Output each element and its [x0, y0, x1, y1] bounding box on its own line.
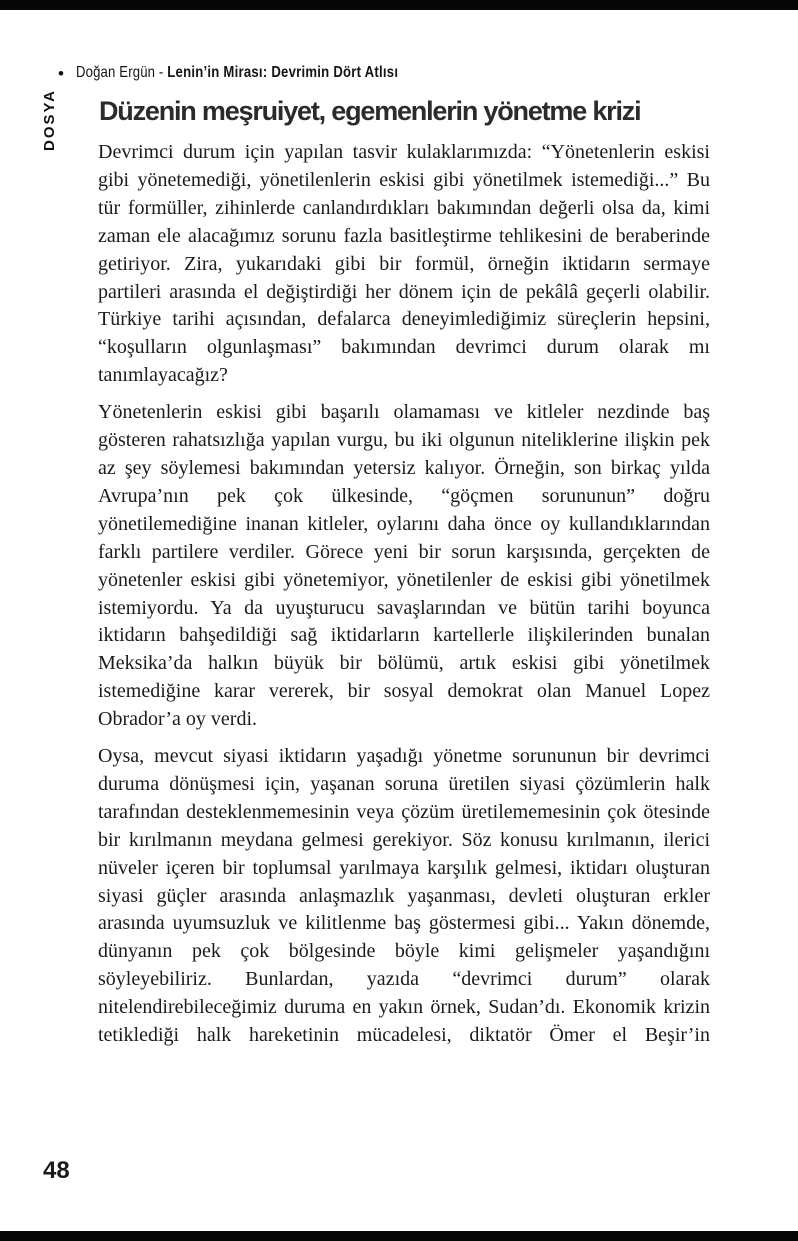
running-header [58, 63, 469, 83]
book-title: Lenin’in Mirası: Devrimin Dört Atlısı [167, 64, 399, 81]
page-number: 48 [43, 1157, 70, 1184]
paragraph-1: Devrimci durum için yapılan tasvir kulaklarımızda: “Yönetenlerin eskisi gibi yönetemediği, yönetilenlerin eskisi gibi yönetilmek istemediği...” Bu tür formüller, zihinlerde canlandırdıkları bakımından değerli olsa da, kimi zaman ele alacağımız sorunu fazla basitleştirme tehlikesini de beraberinde getiriyor. Zira, yukarıdaki gibi bir formül, örneğin iktidarın sermaye partileri arasında el değiştirdiği her dönem için de pekâlâ geçerli olabilir. Türkiye tarihi açısından, defalarca deneyimlediğimiz süreçlerin hepsini, “koşulların olgunlaşması” bakımından devrimci durum olarak mı tanımlayacağız? [98, 141, 710, 387]
article-title: Düzenin meşruiyet, egemenlerin yönetme krizi [99, 96, 641, 126]
section-label-dosya: DOSYA [41, 89, 58, 151]
top-edge-bar [0, 0, 798, 10]
running-header-text [76, 64, 398, 82]
author-name: Doğan Ergün - [75, 64, 168, 81]
article-body [98, 139, 710, 1059]
bullet-icon: • [58, 63, 64, 83]
paragraph-3: Oysa, mevcut siyasi iktidarın yaşadığı yönetme sorununun bir devrimci duruma dönüşmesi için, yaşanan soruna üretilen siyasi çözümlerin halk tarafından desteklenmemesinin veya çözüm üretilememesinin çok ötesinde bir kırılmanın meydana gelmesi gerekiyor. Söz konusu kırılmanın, ilerici nüveler içeren bir toplumsal yarılmaya karşılık gelmesi, iktidarı oluşturan siyasi güçler arasında anlaşmazlık yaşanması, devleti oluşturan erkler arasında uyumsuzluk ve kilitlenme baş göstermesi gibi... Yakın dönemde, dünyanın pek çok bölgesinde böyle kimi gelişmeler yaşandığını söyleyebiliriz. Bunlardan, yazıda “devrimci durum” olarak nitelendirebileceğimiz duruma en yakın örnek, Sudan’dı. Ekonomik krizin tetiklediği halk hareketinin mücadelesi, diktatör Ömer el Beşir’in [98, 745, 710, 1047]
bottom-edge-bar [0, 1231, 798, 1241]
paragraph-2: Yönetenlerin eskisi gibi başarılı olamaması ve kitleler nezdinde baş gösteren rahatsızlığa yapılan vurgu, bu iki olgunun niteliklerine ilişkin pek az şey söylemesi bakımından yetersiz kalıyor. Örneğin, son birkaç yılda Avrupa’nın pek çok ülkesinde, “göçmen sorununun” doğru yönetilemediğine inanan kitleler, oylarını daha önce oy kullandıklarından farklı partilere verdiler. Görece yeni bir sorun karşısında, gerçekten de yönetenler eskisi gibi yönetemiyor, yönetilenler de eskisi gibi yönetilmek istemiyordu. Ya da uyuşturucu savaşlarından ve bütün tarihi boyunca iktidarın bahşedildiği sağ iktidarların kartellerle ilişkilerinden bunalan Meksika’da halkın büyük bir bölümü, artık eskisi gibi yönetilmek istemediğine karar vererek, bir sosyal demokrat olan Manuel Lopez Obrador’a oy verdi. [98, 401, 710, 731]
